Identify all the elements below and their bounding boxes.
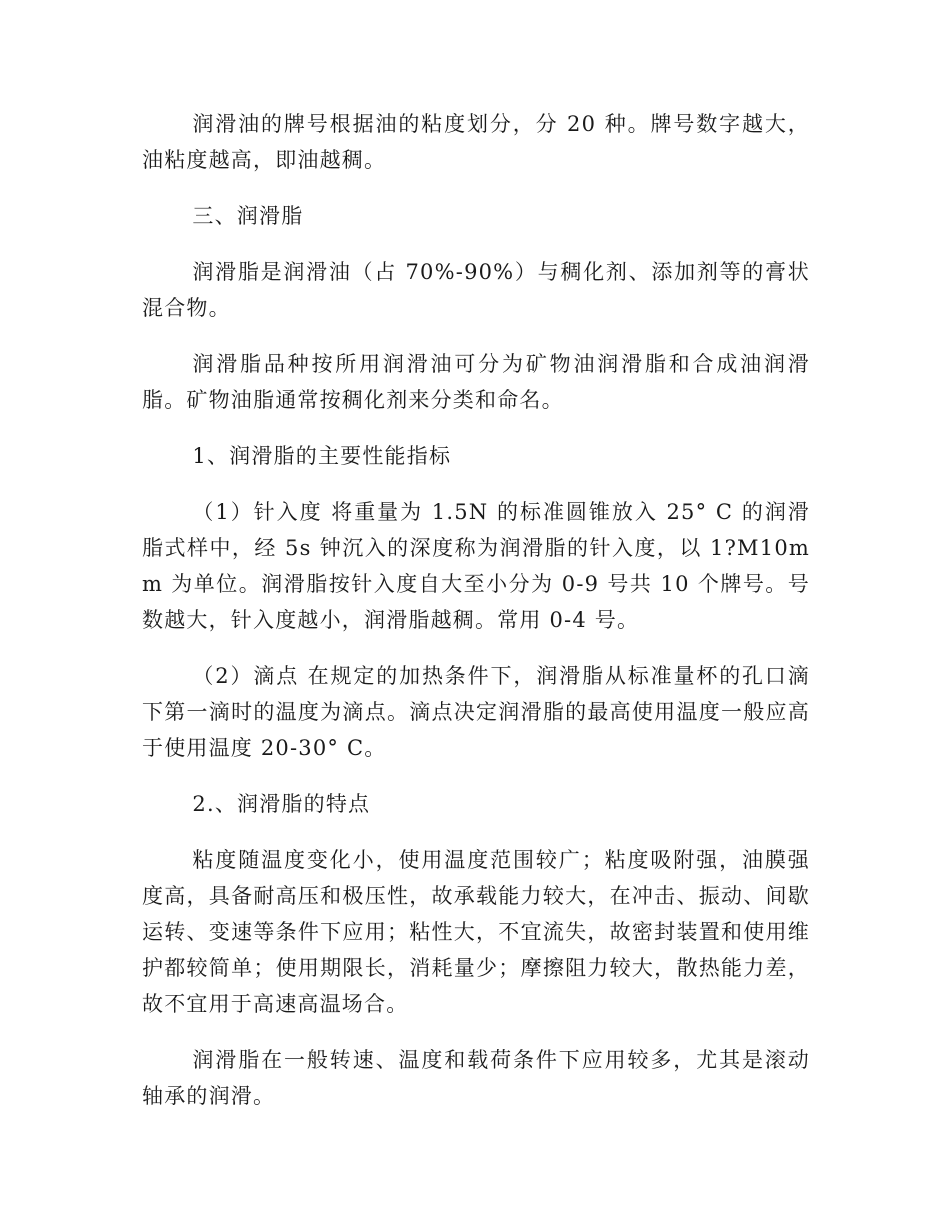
section-heading-grease: 三、润滑脂 <box>192 204 304 228</box>
paragraph-grease-types: 润滑脂品种按所用润滑油可分为矿物油润滑脂和合成油润滑脂。矿物油脂通常按稠化剂来分类和命名。 <box>142 352 810 412</box>
document-page <box>142 106 810 1114</box>
paragraph-penetration: （1）针入度 将重量为 1.5N 的标准圆锥放入 25° C 的润滑脂式样中，经 5s 钟沉入的深度称为润滑脂的针入度，以 1?M10mm 为单位。润滑脂按针入度自大至小分为 0-9 号共 10 个牌号。号数越大，针入度越小，润滑脂越稠。常用 0-4 号。 <box>142 500 810 632</box>
paragraph-grease-features: 粘度随温度变化小，使用温度范围较广；粘度吸附强，油膜强度高，具备耐高压和极压性，故承载能力较大，在冲击、振动、间歇运转、变速等条件下应用；粘性大，不宜流失，故密封装置和使用维护都较简单；使用期限长，消耗量少；摩擦阻力较大，散热能力差，故不宜用于高速高温场合。 <box>142 848 810 1016</box>
subheading-performance-indicators: 1、润滑脂的主要性能指标 <box>192 444 452 468</box>
paragraph-grease-application: 润滑脂在一般转速、温度和载荷条件下应用较多，尤其是滚动轴承的润滑。 <box>142 1048 810 1108</box>
subheading-grease-features: 2.、润滑脂的特点 <box>192 792 371 816</box>
paragraph-grease-definition: 润滑脂是润滑油（占 70%-90%）与稠化剂、添加剂等的膏状混合物。 <box>142 260 810 320</box>
paragraph-oil-grade: 润滑油的牌号根据油的粘度划分，分 20 种。牌号数字越大，油粘度越高，即油越稠。 <box>142 112 810 172</box>
paragraph-dropping-point: （2）滴点 在规定的加热条件下，润滑脂从标准量杯的孔口滴下第一滴时的温度为滴点。滴点决定润滑脂的最高使用温度一般应高于使用温度 20-30° C。 <box>142 664 810 760</box>
